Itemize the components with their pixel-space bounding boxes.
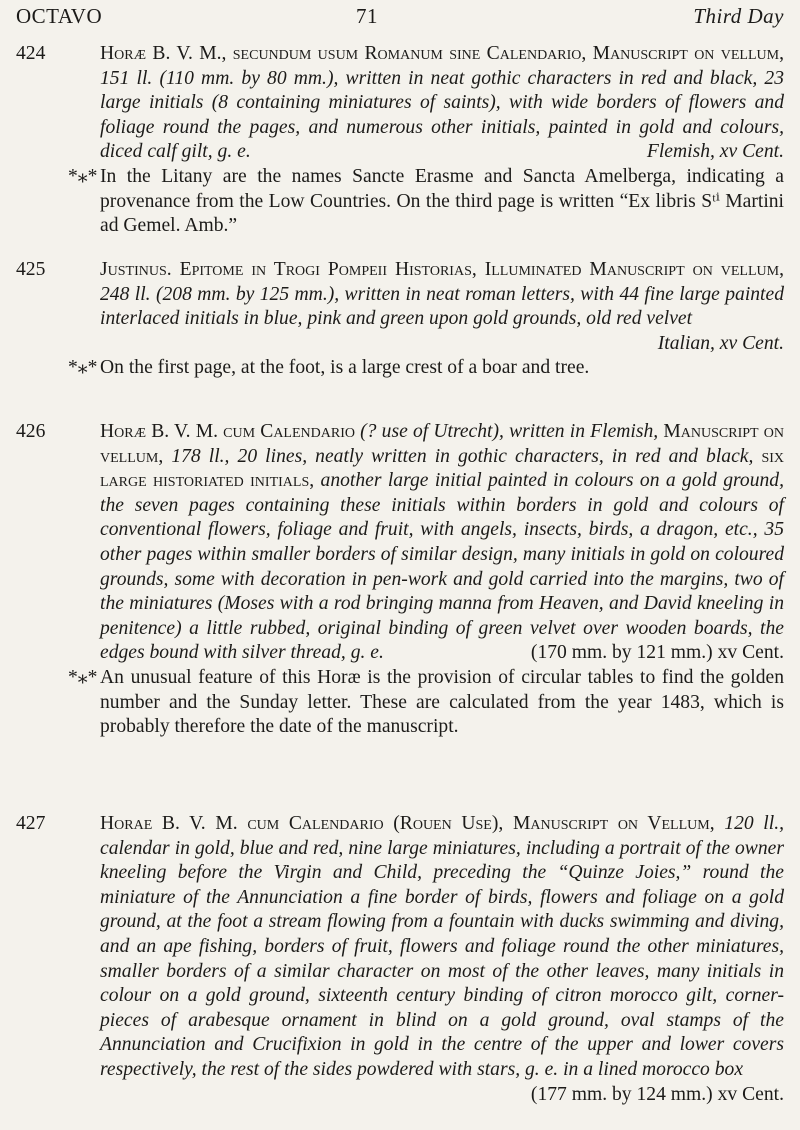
asterism: *⁎* bbox=[68, 357, 98, 379]
lot-number: 425 bbox=[16, 259, 46, 280]
asterism: *⁎* bbox=[68, 666, 98, 688]
lot-description: Horæ B. V. M., secundum usum Romanum sine Calendario, Manuscript on vellum, 151 ll. (110 mm. by 80 mm.), written in neat gothic characters in red and black, 23 large initials (8 containing miniatures of saints), with wide borders of flowers and foliage round the pages, and numerous other initials, painted in gold and colours, diced calf gilt, g. e. Flemish, xv Cent. bbox=[100, 43, 784, 163]
lot-427 bbox=[0, 812, 800, 1107]
lot-number: 424 bbox=[16, 43, 46, 64]
lot-425 bbox=[0, 258, 800, 381]
lot-description: Justinus. Epitome in Trogi Pompeii Historias, Illuminated Manuscript on vellum, 248 ll. (208 mm. by 125 mm.), written in neat roman letters, with 44 fine large painted interlaced initials in blue, pink and green upon gold grounds, old red velvet Italian, xv Cent. bbox=[100, 259, 784, 354]
lot-426 bbox=[0, 420, 800, 740]
lot-description: Horae B. V. M. cum Calendario (Rouen Use), Manuscript on Vellum, 120 ll., calendar in gold, blue and red, nine large miniatures, including a portrait of the owner kneeling before the Virgin and Child, preceding the “Quinze Joies,” round the miniature of the Annunciation a fine border of birds, flowers and foliage on a gold ground, at the foot a stream flowing from a fountain with ducks swimming and diving, and an ape fishing, borders of fruit, flowers and foliage round the other miniatures, smaller borders of a similar character on most of the other leaves, many initials in colour on a gold ground, sixteenth century binding of citron morocco gilt, corner-pieces of arabesque ornament in blind on a gold ground, oval stamps of the Annunciation and Crucifixion in gold in the centre of the upper and lower covers respectively, the rest of the sides powdered with stars, g. e. in a lined morocco box (177 mm. by 124 mm.) xv Cent. bbox=[100, 813, 784, 1105]
header-format: OCTAVO bbox=[16, 4, 103, 28]
header-day: Third Day bbox=[693, 4, 784, 28]
lot-number: 427 bbox=[16, 813, 46, 834]
lot-note: *⁎* On the first page, at the foot, is a large crest of a boar and tree. bbox=[100, 356, 784, 381]
lot-note: *⁎* An unusual feature of this Horæ is the provision of circular tables to find the golden number and the Sunday letter. These are calculated from the year 1483, which is probably therefore the date of the manuscript. bbox=[68, 666, 784, 738]
lot-note: *⁎* In the Litany are the names Sancte Erasme and Sancta Amelberga, indicating a provenance from the Low Countries. On the third page is written “Ex libris Sᵗⁱ Martini ad Gemel. Amb.” bbox=[68, 165, 784, 237]
page-number: 71 bbox=[356, 4, 378, 28]
asterism: *⁎* bbox=[68, 165, 98, 187]
lot-number: 426 bbox=[16, 421, 46, 442]
lot-424 bbox=[0, 42, 800, 239]
lot-description: Horæ B. V. M. cum Calendario (? use of Utrecht), written in Flemish, Manuscript on vellum, 178 ll., 20 lines, neatly written in gothic characters, in red and black, six large historiated initials, another large initial painted in colours on a gold ground, the seven pages containing these initials within borders in gold and colours of conventional flowers, foliage and fruit, with angels, insects, birds, a dragon, etc., 35 other pages within smaller borders of similar design, many initials in gold on coloured grounds, some with decoration in pen-work and gold carried into the margins, two of the miniatures (Moses with a rod bringing manna from Heaven, and David kneeling in penitence) a little rubbed, original binding of green velvet over wooden boards, the edges bound with silver thread, g. e. (170 mm. by 121 mm.) xv Cent. bbox=[100, 421, 785, 664]
